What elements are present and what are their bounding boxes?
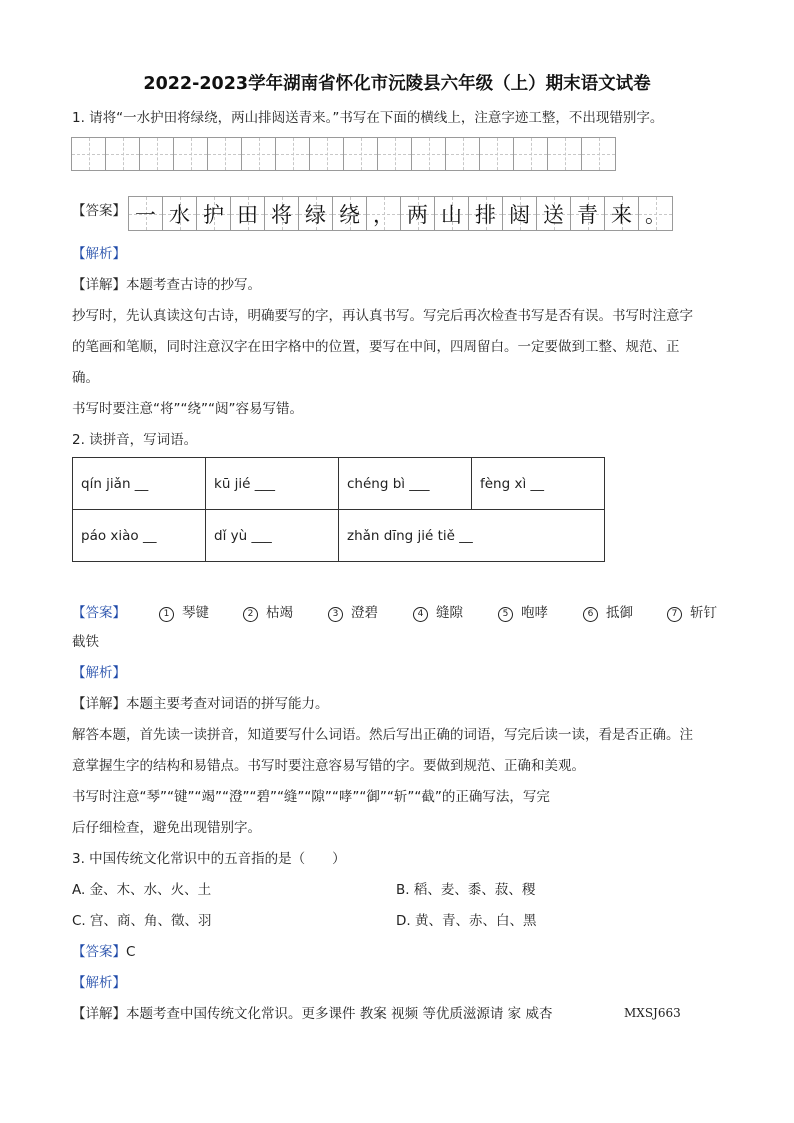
q1-analysis-label: 【解析】 [72, 246, 126, 262]
q1-para2: 书写时要注意“将”“绕”“闼”容易写错。 [72, 401, 303, 417]
answer-number: 5 [498, 607, 513, 622]
grid-cell [468, 196, 503, 231]
grid-cell [411, 137, 446, 171]
grid-cell [309, 137, 344, 171]
answer-item [159, 601, 209, 622]
q1-prompt: 1. 请将“一水护田将绿绕，两山排闼送青来。”书写在下面的横线上，注意字迹工整，不出现错别字。 [72, 110, 664, 126]
answer-char: 将 [271, 202, 292, 227]
q3-option-d: D. 黄、青、赤、白、黑 [396, 913, 537, 929]
answer-item [413, 601, 463, 622]
answer-item [243, 601, 293, 622]
q3-answer-value: C [126, 944, 136, 960]
grid-cell [366, 196, 401, 231]
grid-cell [581, 137, 616, 171]
grid-cell [638, 196, 673, 231]
q1-para1-line3: 确。 [72, 370, 99, 386]
grid-cell [445, 137, 480, 171]
grid-cell [196, 196, 231, 231]
grid-cell [400, 196, 435, 231]
grid-cell [570, 196, 605, 231]
q3-analysis-label: 【解析】 [72, 975, 126, 991]
q1-answer-grid [129, 196, 673, 231]
q3-option-c: C. 宫、商、角、徵、羽 [72, 913, 212, 929]
grid-cell [264, 196, 299, 231]
answer-char: 来 [611, 202, 632, 227]
answer-item [498, 601, 548, 622]
q1-para1-line2: 的笔画和笔顺，同时注意汉字在田字格中的位置，要写在中间，四周留白。一定要做到工整、规范、正 [72, 339, 680, 355]
answer-char: 送 [543, 202, 564, 227]
answer-number: 2 [243, 607, 258, 622]
q1-para1-line1: 抄写时，先认真读这句古诗，明确要写的字，再认真书写。写完后再次检查书写是否有误。书写时注意字 [72, 308, 693, 324]
grid-cell [128, 196, 163, 231]
q2-para1-line2: 意掌握生字的结构和易错点。书写时要注意容易写错的字。要做到规范、正确和美观。 [72, 758, 585, 774]
grid-cell [547, 137, 582, 171]
answer-item [328, 601, 378, 622]
watermark-code: MXSJ663 [624, 1006, 681, 1020]
q1-writing-grid [72, 137, 616, 171]
q2-pinyin-table [72, 457, 605, 562]
q2-answer-label: 【答案】 [72, 605, 126, 621]
answer-word: 斩钉 [690, 605, 717, 621]
page-title: 2022-2023学年湖南省怀化市沅陵县六年级（上）期末语文试卷 [143, 74, 651, 94]
grid-cell [298, 196, 333, 231]
q3-answer [72, 942, 135, 962]
answer-char: 护 [203, 202, 224, 227]
grid-cell [241, 137, 276, 171]
q3-answer-label: 【答案】 [72, 944, 126, 960]
answer-char: 青 [577, 202, 598, 227]
pinyin-cell: qín jiǎn __ [73, 458, 206, 510]
pinyin-cell: zhǎn dīng jié tiě __ [339, 510, 605, 562]
q2-para2-line2: 后仔细检查，避免出现错别字。 [72, 820, 261, 836]
answer-char: 绿 [305, 202, 326, 227]
answer-word: 咆哮 [521, 605, 548, 621]
answer-char: 水 [169, 202, 190, 227]
grid-cell [377, 137, 412, 171]
answer-char: 田 [237, 202, 258, 227]
q2-analysis-label: 【解析】 [72, 665, 126, 681]
answer-word: 枯竭 [266, 605, 293, 621]
grid-cell [173, 137, 208, 171]
grid-cell [275, 137, 310, 171]
grid-cell [479, 137, 514, 171]
grid-cell [536, 196, 571, 231]
grid-cell [230, 196, 265, 231]
grid-cell [513, 137, 548, 171]
answer-word: 琴键 [182, 605, 209, 621]
q2-prompt: 2. 读拼音，写词语。 [72, 432, 198, 448]
table-row [73, 458, 605, 510]
answer-char: 排 [475, 202, 496, 227]
pinyin-cell: kū jié ___ [206, 458, 339, 510]
answer-number: 7 [667, 607, 682, 622]
answer-number: 1 [159, 607, 174, 622]
answer-item [667, 601, 717, 622]
grid-cell [502, 196, 537, 231]
pinyin-cell: fèng xì __ [472, 458, 605, 510]
answer-word: 抵御 [606, 605, 633, 621]
answer-number: 3 [328, 607, 343, 622]
q1-answer-label: 【答案】 [72, 203, 126, 219]
answer-number: 6 [583, 607, 598, 622]
grid-cell [434, 196, 469, 231]
q3-prompt: 3. 中国传统文化常识中的五音指的是（ ） [72, 851, 346, 867]
q3-option-a: A. 金、木、水、火、土 [72, 882, 212, 898]
grid-cell [162, 196, 197, 231]
grid-cell [343, 137, 378, 171]
pinyin-cell: dǐ yù ___ [206, 510, 339, 562]
q2-para1-line1: 解答本题，首先读一读拼音，知道要写什么词语。然后写出正确的词语，写完后读一读，看是否正确。注 [72, 727, 693, 743]
q1-detail: 【详解】本题考查古诗的抄写。 [72, 277, 261, 293]
answer-char: 一 [135, 202, 156, 227]
q3-detail: 【详解】本题考查中国传统文化常识。更多课件 教案 视频 等优质滋源请 家 威杏 [72, 1006, 553, 1022]
pinyin-cell: chéng bì ___ [339, 458, 472, 510]
answer-char: 闼 [509, 202, 530, 227]
answer-char: 。 [645, 202, 666, 227]
q2-para2-line1: 书写时注意“琴”“键”“竭”“澄”“碧”“缝”“隙”“哮”“御”“斩”“截”的正确写法，写完 [72, 789, 550, 805]
grid-cell [105, 137, 140, 171]
answer-number: 4 [413, 607, 428, 622]
answer-item [583, 601, 633, 622]
answer-char: 两 [407, 202, 428, 227]
q3-option-b: B. 稻、麦、黍、菽、稷 [396, 882, 536, 898]
table-row [73, 510, 605, 562]
grid-cell [71, 137, 106, 171]
answer-word: 缝隙 [436, 605, 463, 621]
grid-cell [207, 137, 242, 171]
answer-word: 澄碧 [351, 605, 378, 621]
answer-char: 绕 [339, 202, 360, 227]
grid-cell [332, 196, 367, 231]
pinyin-cell: páo xiào __ [73, 510, 206, 562]
grid-cell [139, 137, 174, 171]
q2-answer-continuation: 截铁 [72, 634, 99, 650]
grid-cell [604, 196, 639, 231]
answer-char: ， [373, 202, 394, 227]
answer-char: 山 [441, 202, 462, 227]
q2-detail: 【详解】本题主要考查对词语的拼写能力。 [72, 696, 329, 712]
